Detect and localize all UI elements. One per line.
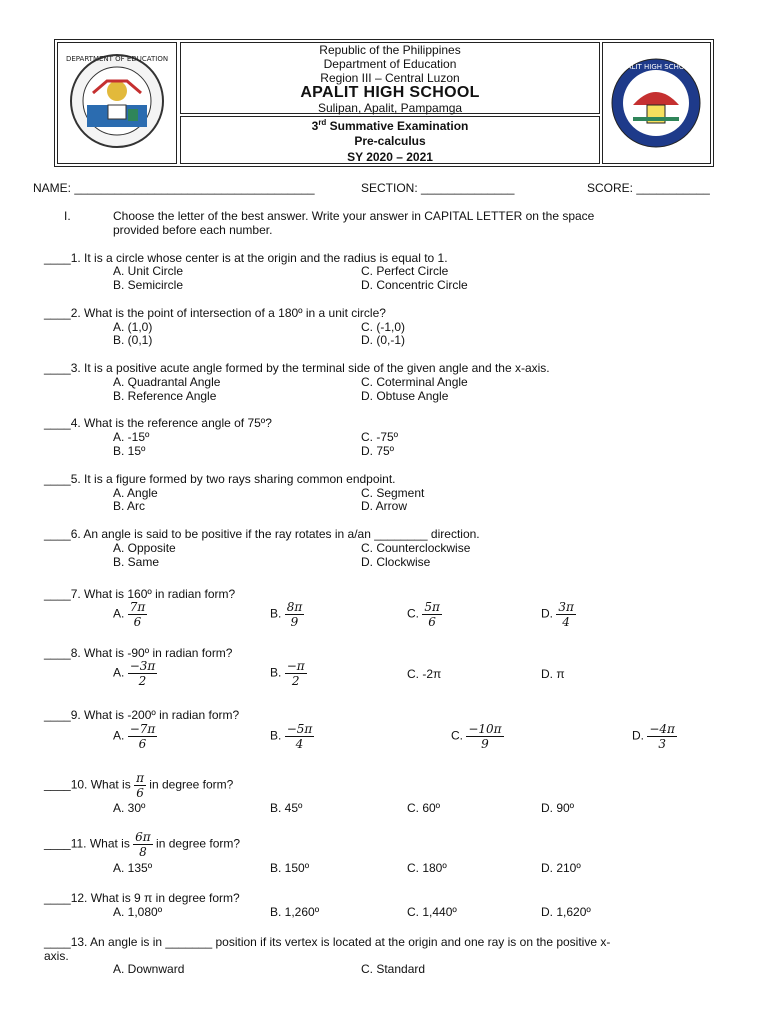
q5-option-b: B. Arc xyxy=(113,499,146,513)
q9-c-numerator: −10π xyxy=(468,722,502,736)
q10-option-b: B. 45º xyxy=(270,801,303,815)
svg-text:APALIT HIGH SCHOOL: APALIT HIGH SCHOOL xyxy=(618,63,694,71)
q9-b-numerator: −5π xyxy=(286,722,313,736)
q7-option-a: A. $\frac{7\pi}{6}$ xyxy=(113,600,146,629)
exam-school-year: SY 2020 – 2021 xyxy=(347,150,433,164)
question-5: ____5. It is a figure formed by two rays sharing common endpoint. xyxy=(44,472,396,486)
q12-option-c: C. 1,440º xyxy=(407,905,457,919)
q3-option-b: B. Reference Angle xyxy=(113,389,217,403)
q12-option-b: B. 1,260º xyxy=(270,905,320,919)
q4-option-d: D. 75º xyxy=(361,444,395,458)
q5-option-a: A. Angle xyxy=(113,486,158,500)
score-field[interactable]: SCORE: ___________ xyxy=(587,181,710,195)
question-10: ____10. What is $\frac{\pi}{6}$ in degree form? xyxy=(44,771,234,800)
q12-option-d: D. 1,620º xyxy=(541,905,591,919)
question-3: ____3. It is a positive acute angle formed by the terminal side of the given angle and the x-axis. xyxy=(44,361,550,375)
q7-d-numerator: 3π xyxy=(558,600,574,614)
q10-option-d: D. 90º xyxy=(541,801,575,815)
q9-option-c: C. $\frac{-10\pi}{9}$ xyxy=(451,722,502,751)
q10-option-a: A. 30º xyxy=(113,801,146,815)
question-13: ____13. An angle is in _______ position if its vertex is located at the origin and one ray is on the positive x- xyxy=(44,935,611,949)
q9-option-b: B. $\frac{-5\pi}{4}$ xyxy=(270,722,313,751)
school-address: Sulipan, Apalit, Pampamga xyxy=(317,101,463,115)
q11-option-c: C. 180º xyxy=(407,861,447,875)
q9-c-denominator: 9 xyxy=(481,737,489,751)
q7-d-denominator: 4 xyxy=(562,615,570,629)
question-13-continued: axis. xyxy=(44,949,69,963)
q9-a-denominator: 6 xyxy=(138,737,147,751)
q11-option-b: B. 150º xyxy=(270,861,310,875)
q7-b-numerator: 8π xyxy=(286,600,303,614)
q8-a-denominator: 2 xyxy=(138,674,147,688)
q12-option-a: A. 1,080º xyxy=(113,905,163,919)
exam-subject: Pre-calculus xyxy=(354,134,426,148)
q6-option-b: B. Same xyxy=(113,555,160,569)
q1-option-c: C. Perfect Circle xyxy=(361,264,449,278)
q6-option-d: D. Clockwise xyxy=(361,555,431,569)
q9-d-denominator: 3 xyxy=(658,737,666,751)
q5-option-c: C. Segment xyxy=(361,486,425,500)
q2-option-a: A. (1,0) xyxy=(113,320,153,334)
q8-b-numerator: −π xyxy=(286,659,305,673)
q6-option-c: C. Counterclockwise xyxy=(361,541,471,555)
right-logo-box xyxy=(602,42,711,164)
question-9: ____9. What is -200º in radian form? xyxy=(44,708,240,722)
q1-option-a: A. Unit Circle xyxy=(113,264,184,278)
q9-d-numerator: −4π xyxy=(649,722,675,736)
q3-option-d: D. Obtuse Angle xyxy=(361,389,449,403)
q7-option-d: D. $\frac{3\pi}{4}$ xyxy=(541,600,574,629)
instruction-line-1: Choose the letter of the best answer. Write your answer in CAPITAL LETTER on the space xyxy=(113,209,595,223)
question-4: ____4. What is the reference angle of 75º? xyxy=(44,416,272,430)
q10-option-c: C. 60º xyxy=(407,801,441,815)
q11-numerator: 6π xyxy=(135,830,151,844)
q8-a-numerator: −3π xyxy=(129,659,156,673)
q11-option-d: D. 210º xyxy=(541,861,581,875)
q5-option-d: D. Arrow xyxy=(361,499,408,513)
left-logo-box xyxy=(57,42,177,164)
q1-option-b: B. Semicircle xyxy=(113,278,184,292)
q9-a-numerator: −7π xyxy=(129,722,156,736)
name-field[interactable]: NAME: ____________________________________ xyxy=(33,181,315,195)
q2-option-c: C. (-1,0) xyxy=(361,320,406,334)
q1-option-d: D. Concentric Circle xyxy=(361,278,468,292)
q10-numerator: π xyxy=(136,771,144,785)
header-line-3: Region III – Central Luzon xyxy=(320,71,460,85)
instruction-number: I. xyxy=(64,209,71,223)
school-name: APALIT HIGH SCHOOL xyxy=(300,84,480,101)
exam-title: 3rd Summative Examination xyxy=(311,118,469,133)
instruction-line-2: provided before each number. xyxy=(113,223,273,237)
q11-denominator: 8 xyxy=(139,845,147,859)
q7-c-denominator: 6 xyxy=(428,615,436,629)
q4-option-c: C. -75º xyxy=(361,430,399,444)
question-11: ____11. What is $\frac{6\pi}{8}$ in degree form? xyxy=(44,830,241,859)
q7-c-numerator: 5π xyxy=(424,600,440,614)
q11-option-a: A. 135º xyxy=(113,861,153,875)
q6-option-a: A. Opposite xyxy=(113,541,176,555)
q13-option-a: A. Downward xyxy=(113,962,185,976)
exam-title-box xyxy=(180,116,600,164)
q9-b-denominator: 4 xyxy=(295,737,304,751)
svg-text:DEPARTMENT OF EDUCATION: DEPARTMENT OF EDUCATION xyxy=(65,55,169,63)
question-1: ____1. It is a circle whose center is at the origin and the radius is equal to 1. xyxy=(44,251,448,265)
q10-denominator: 6 xyxy=(136,786,144,800)
question-6: ____6. An angle is said to be positive if the ray rotates in a/an ________ direction. xyxy=(44,527,480,541)
q9-option-d: D. $\frac{-4\pi}{3}$ xyxy=(632,722,675,751)
question-7: ____7. What is 160º in radian form? xyxy=(44,587,236,601)
q8-option-d: D. π xyxy=(541,667,565,681)
question-2: ____2. What is the point of intersection of a 180º in a unit circle? xyxy=(44,306,386,320)
q7-b-denominator: 9 xyxy=(290,615,299,629)
q4-option-b: B. 15º xyxy=(113,444,146,458)
section-field[interactable]: SECTION: ______________ xyxy=(361,181,515,195)
q8-option-b: B. $\frac{-\pi}{2}$ xyxy=(270,659,305,688)
q3-option-c: C. Coterminal Angle xyxy=(361,375,468,389)
q3-option-a: A. Quadrantal Angle xyxy=(113,375,221,389)
q9-option-a: A. $\frac{-7\pi}{6}$ xyxy=(113,722,156,751)
header-line-1: Republic of the Philippines xyxy=(319,43,461,57)
q7-a-numerator: 7π xyxy=(129,600,146,614)
question-8: ____8. What is -90º in radian form? xyxy=(44,646,233,660)
header-line-2: Department of Education xyxy=(323,57,457,71)
q7-option-c: C. $\frac{5\pi}{6}$ xyxy=(407,600,440,629)
q7-option-b: B. $\frac{8\pi}{9}$ xyxy=(270,600,303,629)
question-12: ____12. What is 9 π in degree form? xyxy=(44,891,240,905)
q8-option-a: A. $\frac{-3\pi}{2}$ xyxy=(113,659,156,688)
q2-option-b: B. (0,1) xyxy=(113,333,153,347)
header-title-box xyxy=(180,42,600,114)
q8-b-denominator: 2 xyxy=(291,674,300,688)
q4-option-a: A. -15º xyxy=(113,430,150,444)
school-seal-icon xyxy=(603,43,710,163)
q7-a-denominator: 6 xyxy=(133,615,142,629)
q8-option-c: C. -2π xyxy=(407,667,442,681)
q2-option-d: D. (0,-1) xyxy=(361,333,406,347)
deped-seal-icon xyxy=(58,43,176,163)
q13-option-c: C. Standard xyxy=(361,962,426,976)
